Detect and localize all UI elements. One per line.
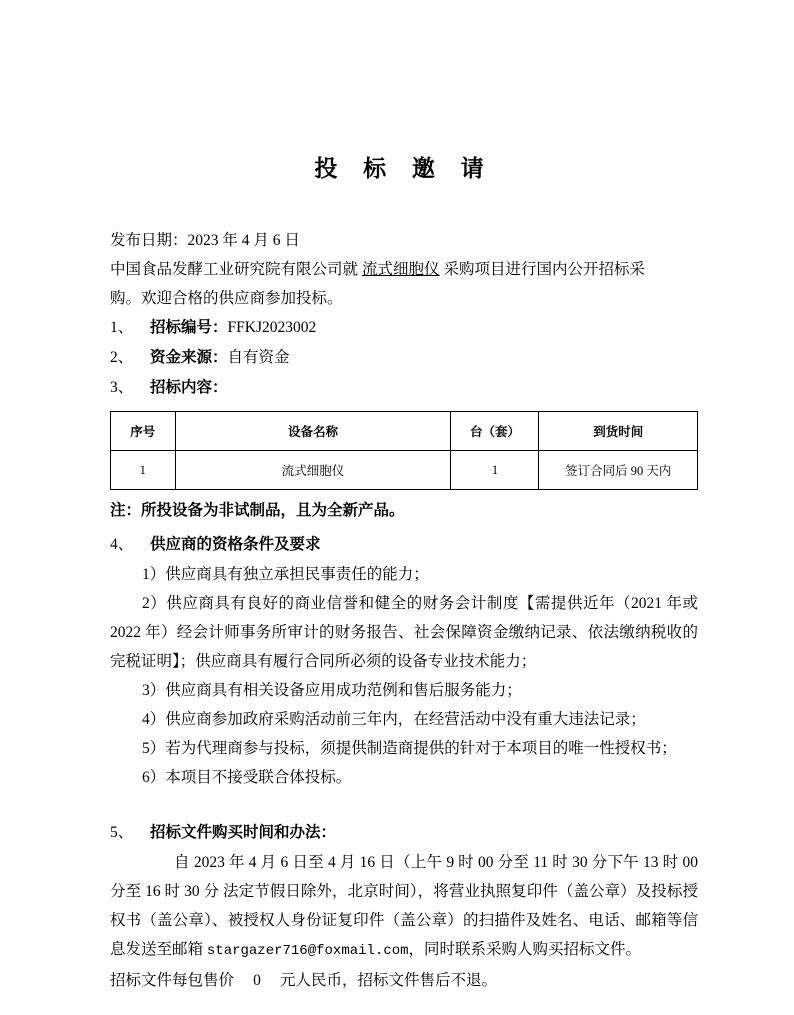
section-5-heading — [110, 818, 698, 848]
section-4-item-3: 3）供应商具有相关设备应用成功范例和售后服务能力； — [142, 682, 522, 699]
equipment-note: 注：所投设备为非试制品，且为全新产品。 — [110, 502, 405, 519]
item-1-value: FFKJ2023002 — [227, 319, 317, 336]
list-item-2 — [110, 343, 698, 373]
table-row — [111, 451, 698, 490]
project-name-field: 流式细胞仪 — [362, 261, 440, 278]
cell-qty: 1 — [451, 451, 539, 490]
intro-text-line2: 购。欢迎合格的供应商参加投标。 — [110, 290, 343, 307]
item-3-number: 3、 — [110, 379, 134, 396]
section-4-heading — [110, 530, 698, 560]
intro-text-after: 采购项目进行国内公开招标采 — [443, 261, 646, 278]
intro-text-before: 中国食品发酵工业研究院有限公司就 — [110, 261, 359, 278]
section-spacer — [110, 792, 698, 818]
table-header-row — [111, 412, 698, 451]
item-1-number: 1、 — [110, 319, 134, 336]
table-header-qty: 台（套） — [451, 412, 539, 451]
item-2-label: 资金来源： — [150, 349, 228, 366]
table-header-time: 到货时间 — [539, 412, 698, 451]
price-prefix: 招标文件每包售价 — [110, 972, 235, 989]
section-5-title: 招标文件购买时间和办法： — [150, 824, 337, 841]
intro-paragraph — [110, 255, 698, 313]
section-5-price-line — [110, 966, 698, 995]
section-4-item-2: 2）供应商具有良好的商业信誉和健全的财务会计制度【需提供近年（2021 年或 2022 年）经会计师事务所审计的财务报告、社会保障资金缴纳记录、依法缴纳税收的完税证明】；供应商具有履行合同所必须的设备专业技术能力； — [110, 595, 698, 670]
section-4-item-5: 5）若为代理商参与投标，须提供制造商提供的针对于本项目的唯一性授权书； — [142, 740, 677, 757]
section-4-number: 4、 — [110, 536, 134, 553]
cell-time: 签订合同后 90 天内 — [539, 451, 698, 490]
issue-date-line: 发布日期：2023 年 4 月 6 日 — [110, 232, 300, 249]
table-header-name: 设备名称 — [175, 412, 451, 451]
page-title: 投 标 邀 请 — [314, 156, 494, 181]
item-2-number: 2、 — [110, 349, 134, 366]
section-4-title: 供应商的资格条件及要求 — [150, 536, 321, 553]
cell-name: 流式细胞仪 — [175, 451, 451, 490]
price-value: 0 — [253, 972, 261, 989]
list-item-1 — [110, 313, 698, 343]
equipment-table — [110, 411, 698, 490]
cell-seq: 1 — [111, 451, 176, 490]
section-5-text-part1: 自 2023 年 4 月 6 日至 4 月 16 日（上午 9 时 00 分至 11 时 30 分下午 13 时 00 分至 16 时 30 分 法定节假日除外，北京时间），将营业执照复印件（盖公章）及投标授权书（盖公章）、被授权人身份证复印件（盖公章）的扫描件及姓名、电话、邮箱等信息发送至邮箱 — [110, 854, 698, 958]
contact-email: stargazer716@foxmail.com — [206, 943, 409, 959]
table-header-seq: 序号 — [111, 412, 176, 451]
item-2-value: 自有资金 — [227, 349, 290, 366]
section-5-text-part2: ，同时联系采购人购买招标文件。 — [408, 941, 642, 958]
section-5-number: 5、 — [110, 824, 134, 841]
section-4-item-6: 6）本项目不接受联合体投标。 — [142, 769, 352, 786]
section-4-item-4: 4）供应商参加政府采购活动前三年内，在经营活动中没有重大违法记录； — [142, 711, 646, 728]
section-4-item-1: 1）供应商具有独立承担民事责任的能力； — [142, 566, 429, 583]
item-3-label: 招标内容： — [150, 379, 228, 396]
list-item-3 — [110, 373, 698, 403]
item-1-label: 招标编号： — [150, 319, 228, 336]
section-5-paragraph — [110, 848, 698, 966]
price-suffix: 元人民币，招标文件售后不退。 — [280, 972, 498, 989]
